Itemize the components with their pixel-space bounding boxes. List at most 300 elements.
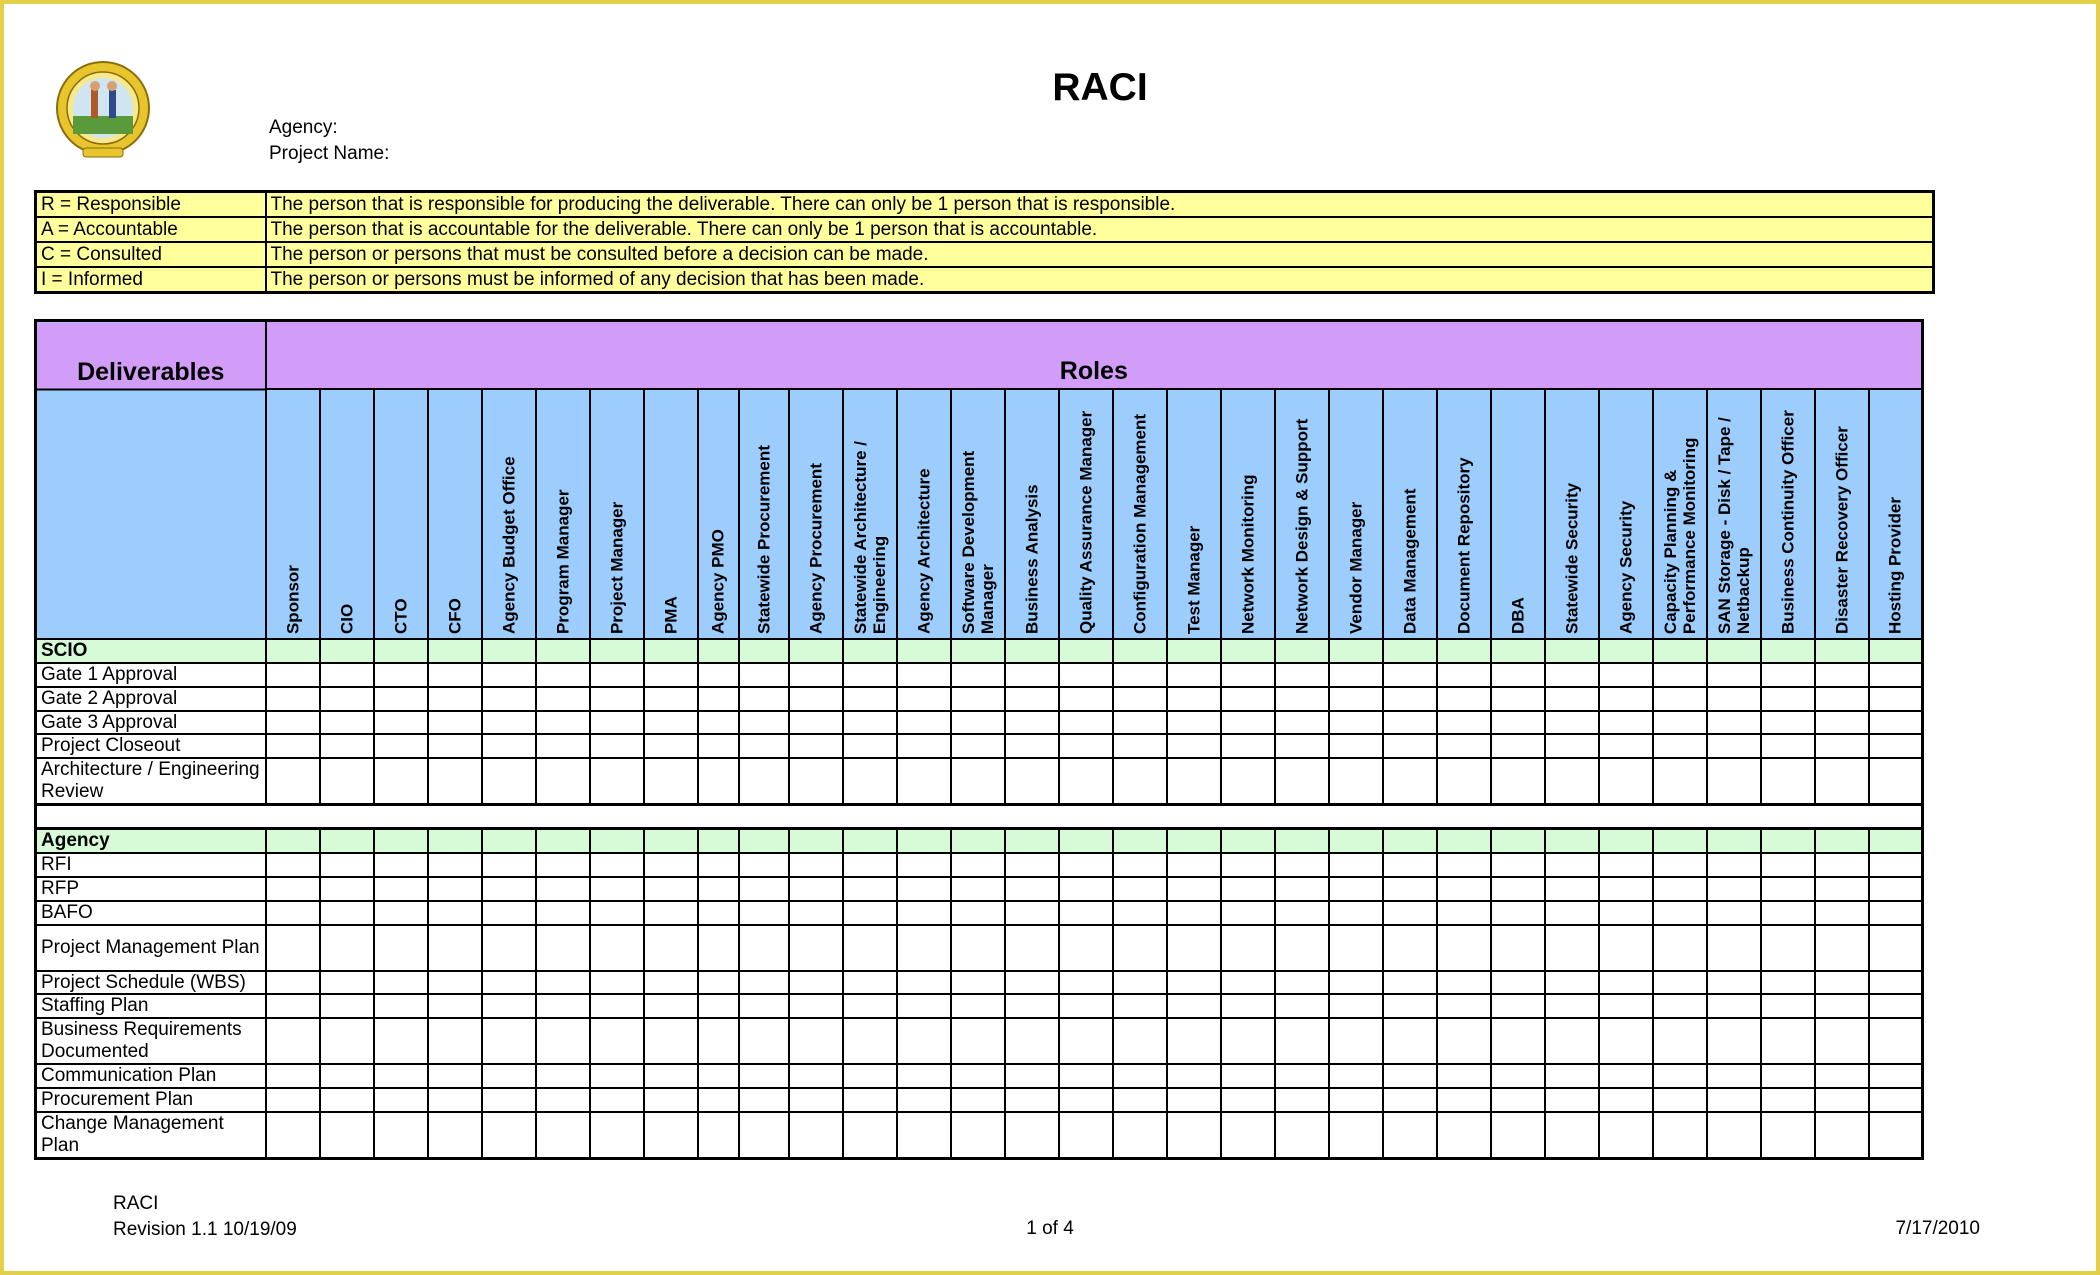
raci-cell[interactable] [644, 663, 698, 687]
raci-cell[interactable] [1005, 1018, 1059, 1064]
raci-cell[interactable] [1113, 853, 1167, 877]
raci-cell[interactable] [536, 971, 590, 995]
raci-cell[interactable] [843, 1064, 897, 1088]
raci-cell[interactable] [739, 994, 789, 1018]
raci-cell[interactable] [1221, 829, 1275, 853]
raci-cell[interactable] [1329, 663, 1383, 687]
raci-cell[interactable] [789, 829, 843, 853]
raci-cell[interactable] [1113, 901, 1167, 925]
raci-cell[interactable] [1599, 925, 1653, 971]
raci-cell[interactable] [1005, 687, 1059, 711]
raci-cell[interactable] [536, 853, 590, 877]
raci-cell[interactable] [644, 1112, 698, 1159]
raci-cell[interactable] [1383, 877, 1437, 901]
raci-cell[interactable] [1059, 758, 1113, 805]
raci-cell[interactable] [374, 925, 428, 971]
raci-cell[interactable] [428, 994, 482, 1018]
raci-cell[interactable] [320, 994, 374, 1018]
raci-cell[interactable] [428, 758, 482, 805]
raci-cell[interactable] [1329, 971, 1383, 995]
raci-cell[interactable] [1275, 1088, 1329, 1112]
raci-cell[interactable] [320, 663, 374, 687]
raci-cell[interactable] [1221, 663, 1275, 687]
raci-cell[interactable] [1113, 994, 1167, 1018]
raci-cell[interactable] [1545, 758, 1599, 805]
raci-cell[interactable] [1329, 901, 1383, 925]
raci-cell[interactable] [1545, 711, 1599, 735]
raci-cell[interactable] [644, 711, 698, 735]
raci-cell[interactable] [374, 639, 428, 663]
raci-cell[interactable] [951, 925, 1005, 971]
raci-cell[interactable] [1869, 901, 1923, 925]
raci-cell[interactable] [698, 853, 739, 877]
raci-cell[interactable] [536, 1064, 590, 1088]
raci-cell[interactable] [320, 925, 374, 971]
raci-cell[interactable] [897, 1112, 951, 1159]
raci-cell[interactable] [536, 711, 590, 735]
raci-cell[interactable] [1329, 829, 1383, 853]
raci-cell[interactable] [843, 663, 897, 687]
raci-cell[interactable] [1221, 925, 1275, 971]
raci-cell[interactable] [1437, 829, 1491, 853]
raci-cell[interactable] [1059, 1064, 1113, 1088]
raci-cell[interactable] [1599, 734, 1653, 758]
raci-cell[interactable] [536, 734, 590, 758]
raci-cell[interactable] [951, 734, 1005, 758]
raci-cell[interactable] [320, 639, 374, 663]
raci-cell[interactable] [1653, 687, 1707, 711]
raci-cell[interactable] [1707, 734, 1761, 758]
raci-cell[interactable] [1653, 994, 1707, 1018]
raci-cell[interactable] [644, 758, 698, 805]
raci-cell[interactable] [698, 994, 739, 1018]
raci-cell[interactable] [1599, 1088, 1653, 1112]
raci-cell[interactable] [1545, 1064, 1599, 1088]
raci-cell[interactable] [1599, 758, 1653, 805]
raci-cell[interactable] [1059, 994, 1113, 1018]
raci-cell[interactable] [1329, 853, 1383, 877]
raci-cell[interactable] [739, 639, 789, 663]
raci-cell[interactable] [789, 877, 843, 901]
raci-cell[interactable] [789, 639, 843, 663]
raci-cell[interactable] [698, 1064, 739, 1088]
raci-cell[interactable] [1545, 853, 1599, 877]
raci-cell[interactable] [1059, 734, 1113, 758]
raci-cell[interactable] [1761, 734, 1815, 758]
raci-cell[interactable] [1275, 994, 1329, 1018]
raci-cell[interactable] [644, 925, 698, 971]
raci-cell[interactable] [843, 829, 897, 853]
raci-cell[interactable] [789, 687, 843, 711]
raci-cell[interactable] [739, 1088, 789, 1112]
raci-cell[interactable] [1761, 901, 1815, 925]
raci-cell[interactable] [1221, 1064, 1275, 1088]
raci-cell[interactable] [1113, 734, 1167, 758]
raci-cell[interactable] [951, 711, 1005, 735]
raci-cell[interactable] [1383, 829, 1437, 853]
raci-cell[interactable] [698, 711, 739, 735]
raci-cell[interactable] [482, 734, 536, 758]
raci-cell[interactable] [1707, 687, 1761, 711]
raci-cell[interactable] [1383, 1112, 1437, 1159]
raci-cell[interactable] [1275, 877, 1329, 901]
raci-cell[interactable] [428, 971, 482, 995]
raci-cell[interactable] [1815, 829, 1869, 853]
raci-cell[interactable] [644, 1088, 698, 1112]
raci-cell[interactable] [789, 1018, 843, 1064]
raci-cell[interactable] [739, 925, 789, 971]
raci-cell[interactable] [1491, 758, 1545, 805]
raci-cell[interactable] [897, 663, 951, 687]
raci-cell[interactable] [1599, 1018, 1653, 1064]
raci-cell[interactable] [1707, 901, 1761, 925]
raci-cell[interactable] [1545, 1088, 1599, 1112]
raci-cell[interactable] [1005, 925, 1059, 971]
raci-cell[interactable] [266, 1064, 320, 1088]
raci-cell[interactable] [1491, 971, 1545, 995]
raci-cell[interactable] [320, 853, 374, 877]
raci-cell[interactable] [1545, 829, 1599, 853]
raci-cell[interactable] [374, 877, 428, 901]
raci-cell[interactable] [1167, 877, 1221, 901]
raci-cell[interactable] [536, 901, 590, 925]
raci-cell[interactable] [789, 711, 843, 735]
raci-cell[interactable] [739, 829, 789, 853]
raci-cell[interactable] [1491, 994, 1545, 1018]
raci-cell[interactable] [428, 687, 482, 711]
raci-cell[interactable] [1707, 639, 1761, 663]
raci-cell[interactable] [843, 687, 897, 711]
raci-cell[interactable] [698, 734, 739, 758]
raci-cell[interactable] [1383, 901, 1437, 925]
raci-cell[interactable] [843, 1088, 897, 1112]
raci-cell[interactable] [1653, 971, 1707, 995]
raci-cell[interactable] [1167, 994, 1221, 1018]
raci-cell[interactable] [374, 1018, 428, 1064]
raci-cell[interactable] [739, 711, 789, 735]
raci-cell[interactable] [1761, 829, 1815, 853]
raci-cell[interactable] [1761, 711, 1815, 735]
raci-cell[interactable] [1707, 1088, 1761, 1112]
raci-cell[interactable] [789, 1088, 843, 1112]
raci-cell[interactable] [1869, 877, 1923, 901]
raci-cell[interactable] [1545, 1112, 1599, 1159]
raci-cell[interactable] [1599, 901, 1653, 925]
raci-cell[interactable] [1167, 711, 1221, 735]
raci-cell[interactable] [1005, 758, 1059, 805]
raci-cell[interactable] [590, 1088, 644, 1112]
raci-cell[interactable] [482, 663, 536, 687]
raci-cell[interactable] [644, 1018, 698, 1064]
raci-cell[interactable] [1545, 901, 1599, 925]
raci-cell[interactable] [1167, 829, 1221, 853]
raci-cell[interactable] [1437, 1112, 1491, 1159]
raci-cell[interactable] [1599, 639, 1653, 663]
raci-cell[interactable] [644, 829, 698, 853]
raci-cell[interactable] [590, 901, 644, 925]
raci-cell[interactable] [482, 639, 536, 663]
raci-cell[interactable] [843, 971, 897, 995]
raci-cell[interactable] [1653, 877, 1707, 901]
raci-cell[interactable] [739, 1064, 789, 1088]
raci-cell[interactable] [428, 853, 482, 877]
raci-cell[interactable] [1221, 639, 1275, 663]
raci-cell[interactable] [644, 687, 698, 711]
raci-cell[interactable] [1869, 734, 1923, 758]
raci-cell[interactable] [320, 1018, 374, 1064]
raci-cell[interactable] [1869, 1088, 1923, 1112]
raci-cell[interactable] [698, 663, 739, 687]
raci-cell[interactable] [1599, 1064, 1653, 1088]
raci-cell[interactable] [536, 994, 590, 1018]
raci-cell[interactable] [536, 1112, 590, 1159]
raci-cell[interactable] [266, 853, 320, 877]
raci-cell[interactable] [897, 758, 951, 805]
raci-cell[interactable] [1815, 711, 1869, 735]
raci-cell[interactable] [266, 687, 320, 711]
raci-cell[interactable] [1059, 639, 1113, 663]
raci-cell[interactable] [698, 925, 739, 971]
raci-cell[interactable] [739, 901, 789, 925]
raci-cell[interactable] [1707, 829, 1761, 853]
raci-cell[interactable] [1761, 1088, 1815, 1112]
raci-cell[interactable] [1383, 1064, 1437, 1088]
raci-cell[interactable] [266, 1112, 320, 1159]
raci-cell[interactable] [482, 877, 536, 901]
raci-cell[interactable] [266, 901, 320, 925]
raci-cell[interactable] [266, 639, 320, 663]
raci-cell[interactable] [1005, 639, 1059, 663]
raci-cell[interactable] [590, 853, 644, 877]
raci-cell[interactable] [1059, 1112, 1113, 1159]
raci-cell[interactable] [1599, 663, 1653, 687]
raci-cell[interactable] [698, 1088, 739, 1112]
raci-cell[interactable] [1437, 1064, 1491, 1088]
raci-cell[interactable] [1437, 711, 1491, 735]
raci-cell[interactable] [843, 877, 897, 901]
raci-cell[interactable] [536, 877, 590, 901]
raci-cell[interactable] [951, 994, 1005, 1018]
raci-cell[interactable] [1761, 1112, 1815, 1159]
raci-cell[interactable] [266, 971, 320, 995]
raci-cell[interactable] [897, 1064, 951, 1088]
raci-cell[interactable] [428, 1064, 482, 1088]
raci-cell[interactable] [536, 758, 590, 805]
raci-cell[interactable] [843, 639, 897, 663]
raci-cell[interactable] [1761, 925, 1815, 971]
raci-cell[interactable] [320, 1112, 374, 1159]
raci-cell[interactable] [1653, 925, 1707, 971]
raci-cell[interactable] [1491, 1088, 1545, 1112]
raci-cell[interactable] [1329, 1112, 1383, 1159]
raci-cell[interactable] [1761, 639, 1815, 663]
raci-cell[interactable] [951, 639, 1005, 663]
raci-cell[interactable] [951, 1064, 1005, 1088]
raci-cell[interactable] [1545, 639, 1599, 663]
raci-cell[interactable] [1113, 971, 1167, 995]
raci-cell[interactable] [266, 1018, 320, 1064]
raci-cell[interactable] [1059, 971, 1113, 995]
raci-cell[interactable] [1329, 639, 1383, 663]
raci-cell[interactable] [1815, 1018, 1869, 1064]
raci-cell[interactable] [1167, 901, 1221, 925]
raci-cell[interactable] [1329, 1018, 1383, 1064]
raci-cell[interactable] [428, 1112, 482, 1159]
raci-cell[interactable] [1005, 734, 1059, 758]
raci-cell[interactable] [698, 758, 739, 805]
raci-cell[interactable] [1113, 711, 1167, 735]
raci-cell[interactable] [1815, 994, 1869, 1018]
raci-cell[interactable] [1869, 994, 1923, 1018]
raci-cell[interactable] [536, 925, 590, 971]
raci-cell[interactable] [1113, 925, 1167, 971]
raci-cell[interactable] [428, 901, 482, 925]
raci-cell[interactable] [1815, 758, 1869, 805]
raci-cell[interactable] [1275, 829, 1329, 853]
raci-cell[interactable] [897, 639, 951, 663]
raci-cell[interactable] [1383, 994, 1437, 1018]
raci-cell[interactable] [1491, 877, 1545, 901]
raci-cell[interactable] [951, 1018, 1005, 1064]
raci-cell[interactable] [698, 687, 739, 711]
raci-cell[interactable] [1491, 687, 1545, 711]
raci-cell[interactable] [1869, 829, 1923, 853]
raci-cell[interactable] [1005, 994, 1059, 1018]
raci-cell[interactable] [1113, 829, 1167, 853]
raci-cell[interactable] [739, 1018, 789, 1064]
raci-cell[interactable] [590, 711, 644, 735]
raci-cell[interactable] [374, 901, 428, 925]
raci-cell[interactable] [1221, 971, 1275, 995]
raci-cell[interactable] [1653, 853, 1707, 877]
raci-cell[interactable] [1221, 1088, 1275, 1112]
raci-cell[interactable] [1437, 663, 1491, 687]
raci-cell[interactable] [897, 1018, 951, 1064]
raci-cell[interactable] [1005, 829, 1059, 853]
raci-cell[interactable] [1815, 971, 1869, 995]
raci-cell[interactable] [1113, 639, 1167, 663]
raci-cell[interactable] [1815, 639, 1869, 663]
raci-cell[interactable] [1491, 901, 1545, 925]
raci-cell[interactable] [789, 758, 843, 805]
raci-cell[interactable] [1329, 687, 1383, 711]
raci-cell[interactable] [1167, 1018, 1221, 1064]
raci-cell[interactable] [698, 829, 739, 853]
raci-cell[interactable] [1221, 1112, 1275, 1159]
raci-cell[interactable] [1221, 687, 1275, 711]
raci-cell[interactable] [320, 734, 374, 758]
raci-cell[interactable] [1437, 758, 1491, 805]
raci-cell[interactable] [320, 1088, 374, 1112]
raci-cell[interactable] [266, 994, 320, 1018]
raci-cell[interactable] [1491, 663, 1545, 687]
raci-cell[interactable] [1221, 758, 1275, 805]
raci-cell[interactable] [644, 971, 698, 995]
raci-cell[interactable] [951, 971, 1005, 995]
raci-cell[interactable] [1005, 971, 1059, 995]
raci-cell[interactable] [1707, 663, 1761, 687]
raci-cell[interactable] [1869, 711, 1923, 735]
raci-cell[interactable] [897, 734, 951, 758]
raci-cell[interactable] [1275, 925, 1329, 971]
raci-cell[interactable] [1167, 734, 1221, 758]
raci-cell[interactable] [1707, 758, 1761, 805]
raci-cell[interactable] [1491, 734, 1545, 758]
raci-cell[interactable] [1599, 687, 1653, 711]
raci-cell[interactable] [1599, 994, 1653, 1018]
raci-cell[interactable] [1221, 994, 1275, 1018]
raci-cell[interactable] [1815, 853, 1869, 877]
raci-cell[interactable] [1113, 663, 1167, 687]
raci-cell[interactable] [789, 925, 843, 971]
raci-cell[interactable] [951, 758, 1005, 805]
raci-cell[interactable] [1815, 1112, 1869, 1159]
raci-cell[interactable] [1707, 711, 1761, 735]
raci-cell[interactable] [374, 758, 428, 805]
raci-cell[interactable] [1653, 639, 1707, 663]
raci-cell[interactable] [1653, 711, 1707, 735]
raci-cell[interactable] [1599, 711, 1653, 735]
raci-cell[interactable] [374, 853, 428, 877]
raci-cell[interactable] [1869, 639, 1923, 663]
raci-cell[interactable] [428, 1088, 482, 1112]
raci-cell[interactable] [644, 1064, 698, 1088]
raci-cell[interactable] [428, 711, 482, 735]
raci-cell[interactable] [897, 1088, 951, 1112]
raci-cell[interactable] [590, 925, 644, 971]
raci-cell[interactable] [897, 853, 951, 877]
raci-cell[interactable] [266, 711, 320, 735]
raci-cell[interactable] [1761, 971, 1815, 995]
raci-cell[interactable] [698, 1018, 739, 1064]
raci-cell[interactable] [843, 734, 897, 758]
raci-cell[interactable] [1383, 853, 1437, 877]
raci-cell[interactable] [1869, 1064, 1923, 1088]
raci-cell[interactable] [843, 994, 897, 1018]
raci-cell[interactable] [698, 971, 739, 995]
raci-cell[interactable] [320, 711, 374, 735]
raci-cell[interactable] [320, 901, 374, 925]
raci-cell[interactable] [374, 971, 428, 995]
raci-cell[interactable] [644, 853, 698, 877]
raci-cell[interactable] [1275, 687, 1329, 711]
raci-cell[interactable] [644, 734, 698, 758]
raci-cell[interactable] [1491, 829, 1545, 853]
raci-cell[interactable] [1005, 877, 1059, 901]
raci-cell[interactable] [1599, 1112, 1653, 1159]
raci-cell[interactable] [1869, 1112, 1923, 1159]
raci-cell[interactable] [1275, 734, 1329, 758]
raci-cell[interactable] [374, 829, 428, 853]
raci-cell[interactable] [266, 925, 320, 971]
raci-cell[interactable] [1437, 901, 1491, 925]
raci-cell[interactable] [1707, 1018, 1761, 1064]
raci-cell[interactable] [374, 687, 428, 711]
raci-cell[interactable] [1707, 971, 1761, 995]
raci-cell[interactable] [1653, 901, 1707, 925]
raci-cell[interactable] [1275, 758, 1329, 805]
raci-cell[interactable] [590, 1018, 644, 1064]
raci-cell[interactable] [1653, 1088, 1707, 1112]
raci-cell[interactable] [1059, 829, 1113, 853]
raci-cell[interactable] [1275, 1018, 1329, 1064]
raci-cell[interactable] [1275, 901, 1329, 925]
raci-cell[interactable] [1113, 1018, 1167, 1064]
raci-cell[interactable] [897, 829, 951, 853]
raci-cell[interactable] [1707, 1064, 1761, 1088]
raci-cell[interactable] [1491, 1064, 1545, 1088]
raci-cell[interactable] [1545, 734, 1599, 758]
